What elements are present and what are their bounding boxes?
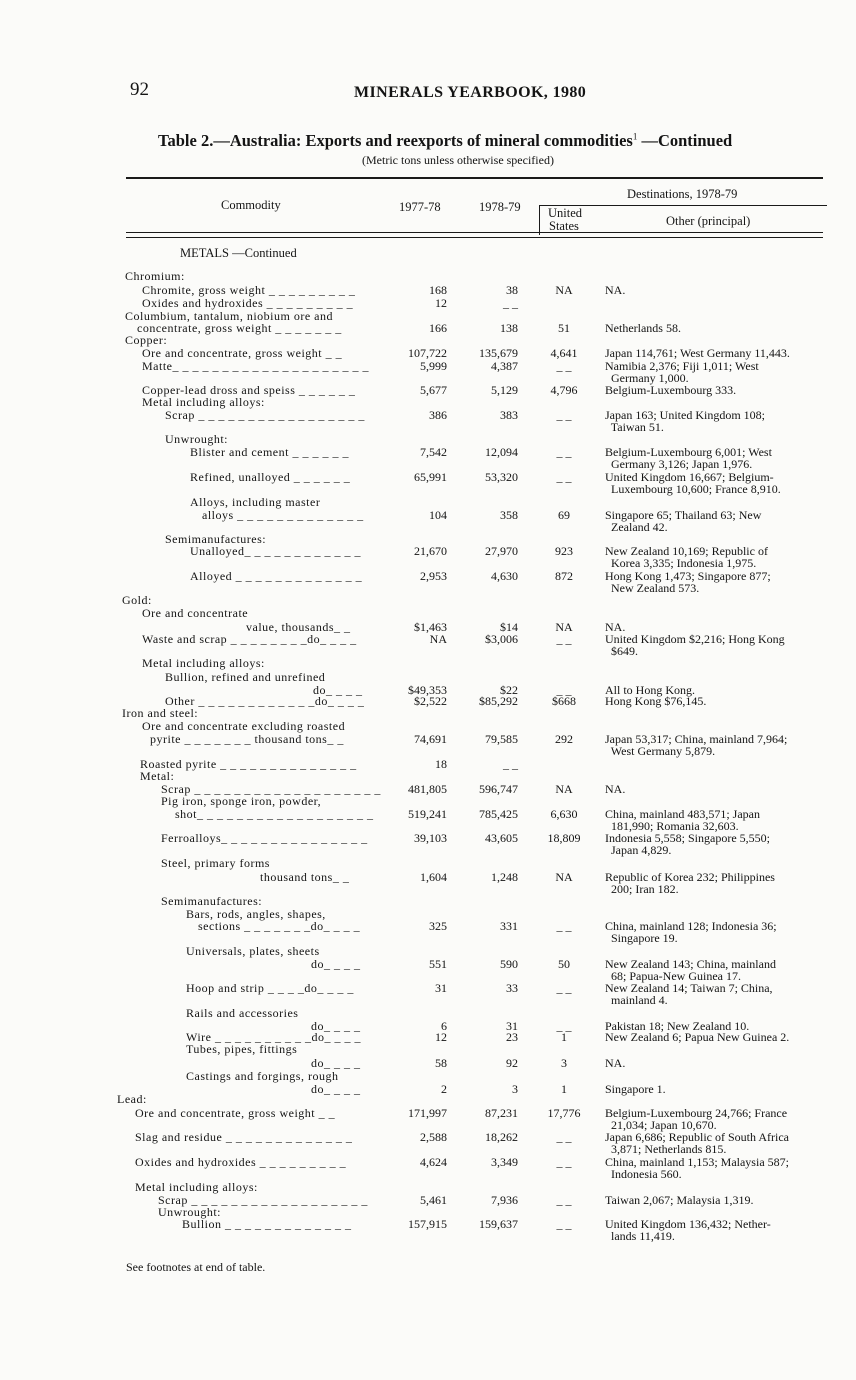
- value-united-states: 1: [561, 1030, 567, 1044]
- value-1977-78: 325: [429, 919, 447, 933]
- value-1978-79: 43,605: [485, 831, 518, 845]
- value-united-states: 50: [558, 957, 570, 971]
- commodity-label: do_ _ _ _: [313, 683, 363, 697]
- commodity-label: Matte_ _ _ _ _ _ _ _ _ _ _ _ _ _ _ _ _ _ _ _: [142, 359, 369, 373]
- value-1978-79: 383: [500, 408, 518, 422]
- commodity-label: do_ _ _ _: [311, 1019, 361, 1033]
- destinations-other: Japan 53,317; China, mainland 7,964; West Germany 5,879.: [605, 732, 788, 758]
- commodity-label: Unwrought:: [158, 1205, 221, 1219]
- destinations-other: New Zealand 10,169; Republic of Korea 3,335; Indonesia 1,975.: [605, 544, 768, 570]
- value-1977-78: 166: [429, 321, 447, 335]
- destinations-other: United Kingdom 16,667; Belgium- Luxembourg 10,600; France 8,910.: [605, 470, 781, 496]
- header-other-principal: Other (principal): [666, 214, 751, 228]
- commodity-label: Oxides and hydroxides _ _ _ _ _ _ _ _ _: [142, 296, 354, 310]
- us-column-divider: [539, 205, 540, 235]
- value-1978-79: 3,349: [491, 1155, 518, 1169]
- value-1978-79: 12,094: [485, 445, 518, 459]
- table-title-suffix: —Continued: [637, 131, 733, 150]
- footnote-reference: See footnotes at end of table.: [126, 1260, 266, 1274]
- commodity-label: pyrite _ _ _ _ _ _ _ thousand tons_ _: [150, 732, 344, 746]
- value-1977-78: $2,522: [414, 694, 447, 708]
- destinations-other: Japan 114,761; West Germany 11,443.: [605, 346, 790, 360]
- value-1978-79: _ _: [503, 296, 518, 310]
- value-united-states: _ _: [556, 408, 572, 422]
- value-1977-78: 2,953: [420, 569, 447, 583]
- commodity-label: Tubes, pipes, fittings: [186, 1042, 298, 1056]
- destinations-other: Belgium-Luxembourg 6,001; West Germany 3,126; Japan 1,976.: [605, 445, 772, 471]
- running-head: MINERALS YEARBOOK, 1980: [354, 84, 587, 101]
- commodity-label: Ore and concentrate: [142, 606, 249, 620]
- commodity-label: Scrap _ _ _ _ _ _ _ _ _ _ _ _ _ _ _ _ _: [165, 408, 365, 422]
- value-1977-78: 386: [429, 408, 447, 422]
- destinations-other: Indonesia 5,558; Singapore 5,550; Japan 4,829.: [605, 831, 770, 857]
- commodity-label: do_ _ _ _: [311, 957, 361, 971]
- value-1977-78: 5,999: [420, 359, 447, 373]
- destinations-other: All to Hong Kong.: [605, 683, 695, 697]
- destinations-other: Singapore 1.: [605, 1082, 666, 1096]
- commodity-label: Columbium, tantalum, niobium ore and: [125, 309, 333, 323]
- value-1977-78: NA: [429, 632, 447, 646]
- value-united-states: 4,796: [550, 383, 578, 397]
- value-united-states: NA: [555, 283, 573, 297]
- commodity-label: Ferroalloys_ _ _ _ _ _ _ _ _ _ _ _ _ _ _: [161, 831, 368, 845]
- commodity-label: Metal:: [140, 769, 175, 783]
- value-1977-78: 5,677: [420, 383, 447, 397]
- value-1977-78: 2: [441, 1082, 447, 1096]
- commodity-label: Blister and cement _ _ _ _ _ _: [190, 445, 349, 459]
- commodity-label: Rails and accessories: [186, 1006, 299, 1020]
- value-united-states: 872: [555, 569, 573, 583]
- value-1977-78: $49,353: [408, 683, 447, 697]
- destinations-other: NA.: [605, 283, 626, 297]
- value-1978-79: 331: [500, 919, 518, 933]
- commodity-label: concentrate, gross weight _ _ _ _ _ _ _: [137, 321, 342, 335]
- commodity-label: Wire _ _ _ _ _ _ _ _ _ _do_ _ _ _: [186, 1030, 362, 1044]
- commodity-label: do_ _ _ _: [311, 1056, 361, 1070]
- value-1978-79: 79,585: [485, 732, 518, 746]
- commodity-label: Iron and steel:: [122, 706, 199, 720]
- title-footnote-marker: 1: [632, 131, 638, 142]
- table-title: [158, 131, 732, 151]
- value-1977-78: 74,691: [414, 732, 447, 746]
- value-1978-79: 33: [506, 981, 518, 995]
- value-1978-79: 1,248: [491, 870, 518, 884]
- destinations-other: Republic of Korea 232; Philippines 200; Iran 182.: [605, 870, 775, 896]
- commodity-label: Waste and scrap _ _ _ _ _ _ _ _do_ _ _ _: [142, 632, 357, 646]
- commodity-label: alloys _ _ _ _ _ _ _ _ _ _ _ _ _: [202, 508, 364, 522]
- value-1978-79: 7,936: [491, 1193, 518, 1207]
- value-1978-79: 38: [506, 283, 518, 297]
- value-united-states: _ _: [556, 359, 572, 373]
- value-1978-79: 596,747: [479, 782, 518, 796]
- destinations-other: Japan 163; United Kingdom 108; Taiwan 51.: [605, 408, 765, 434]
- header-us-line1: United: [548, 206, 583, 220]
- commodity-label: Semimanufactures:: [165, 532, 267, 546]
- commodity-label: Metal including alloys:: [142, 656, 265, 670]
- value-1977-78: 18: [435, 757, 447, 771]
- value-1977-78: 104: [429, 508, 447, 522]
- header-1978-79: 1978-79: [479, 200, 521, 214]
- destinations-other: Belgium-Luxembourg 24,766; France 21,034; Japan 10,670.: [605, 1106, 788, 1132]
- header-top-rule: [126, 177, 823, 179]
- destinations-other: Netherlands 58.: [605, 321, 681, 335]
- header-1977-78: 1977-78: [399, 200, 441, 214]
- value-1977-78: 1,604: [420, 870, 447, 884]
- value-1977-78: 168: [429, 283, 447, 297]
- destinations-other: Japan 6,686; Republic of South Africa 3,871; Netherlands 815.: [605, 1130, 789, 1156]
- header-bottom-rule: [126, 232, 823, 233]
- destinations-other: NA.: [605, 620, 626, 634]
- destinations-other: New Zealand 143; China, mainland 68; Papua-New Guinea 17.: [605, 957, 776, 983]
- value-united-states: 1: [561, 1082, 567, 1096]
- value-1978-79: 358: [500, 508, 518, 522]
- value-united-states: _ _: [556, 632, 572, 646]
- value-united-states: _ _: [556, 981, 572, 995]
- value-united-states: 3: [561, 1056, 567, 1070]
- value-1978-79: 27,970: [485, 544, 518, 558]
- value-united-states: NA: [555, 620, 573, 634]
- commodity-label: Castings and forgings, rough: [186, 1069, 339, 1083]
- commodity-label: Unwrought:: [165, 432, 228, 446]
- value-1977-78: 551: [429, 957, 447, 971]
- destinations-other: China, mainland 483,571; Japan 181,990; Romania 32,603.: [605, 807, 760, 833]
- commodity-label: Alloyed _ _ _ _ _ _ _ _ _ _ _ _ _: [190, 569, 363, 583]
- value-united-states: _ _: [556, 1019, 572, 1033]
- table-subtitle: (Metric tons unless otherwise specified): [362, 153, 554, 167]
- commodity-label: Ore and concentrate, gross weight _ _: [135, 1106, 336, 1120]
- value-1978-79: $85,292: [479, 694, 518, 708]
- value-united-states: _ _: [556, 445, 572, 459]
- value-1978-79: 4,630: [491, 569, 518, 583]
- value-1977-78: 171,997: [408, 1106, 447, 1120]
- destinations-other: NA.: [605, 782, 626, 796]
- commodity-label: Ore and concentrate excluding roasted: [142, 719, 346, 733]
- value-1977-78: 519,241: [408, 807, 447, 821]
- value-1977-78: 31: [435, 981, 447, 995]
- commodity-label: Copper:: [125, 333, 168, 347]
- commodity-label: Alloys, including master: [190, 495, 321, 509]
- value-united-states: 69: [558, 508, 570, 522]
- commodity-label: shot_ _ _ _ _ _ _ _ _ _ _ _ _ _ _ _ _ _: [175, 807, 374, 821]
- commodity-label: Pig iron, sponge iron, powder,: [161, 794, 322, 808]
- value-1978-79: 159,637: [479, 1217, 518, 1231]
- page-number: 92: [130, 79, 149, 100]
- value-1977-78: 157,915: [408, 1217, 447, 1231]
- commodity-label: Universals, plates, sheets: [186, 944, 320, 958]
- destinations-other: Namibia 2,376; Fiji 1,011; West Germany 1,000.: [605, 359, 759, 385]
- commodity-label: Hoop and strip _ _ _ _do_ _ _ _: [186, 981, 354, 995]
- header-commodity: Commodity: [221, 198, 281, 212]
- value-united-states: 6,630: [550, 807, 578, 821]
- commodity-label: Other _ _ _ _ _ _ _ _ _ _ _ _do_ _ _ _: [165, 694, 365, 708]
- commodity-label: Bullion _ _ _ _ _ _ _ _ _ _ _ _ _: [182, 1217, 352, 1231]
- section-heading: METALS —Continued: [180, 246, 297, 260]
- value-united-states: 4,641: [550, 346, 578, 360]
- value-1977-78: 39,103: [414, 831, 447, 845]
- commodity-label: Bullion, refined and unrefined: [165, 670, 326, 684]
- destinations-other: China, mainland 1,153; Malaysia 587; Indonesia 560.: [605, 1155, 789, 1181]
- destinations-other: Belgium-Luxembourg 333.: [605, 383, 737, 397]
- commodity-label: Roasted pyrite _ _ _ _ _ _ _ _ _ _ _ _ _ _: [140, 757, 357, 771]
- commodity-label: Copper-lead dross and speiss _ _ _ _ _ _: [142, 383, 356, 397]
- value-united-states: _ _: [556, 470, 572, 484]
- value-1977-78: 21,670: [414, 544, 447, 558]
- commodity-label: Lead:: [117, 1092, 147, 1106]
- value-1978-79: $14: [500, 620, 518, 634]
- value-united-states: NA: [555, 782, 573, 796]
- commodity-label: Scrap _ _ _ _ _ _ _ _ _ _ _ _ _ _ _ _ _ _: [158, 1193, 368, 1207]
- value-1978-79: 3: [512, 1082, 518, 1096]
- commodity-label: thousand tons_ _: [260, 870, 350, 884]
- commodity-label: sections _ _ _ _ _ _ _do_ _ _ _: [198, 919, 361, 933]
- destinations-other: Singapore 65; Thailand 63; New Zealand 42.: [605, 508, 762, 534]
- value-united-states: _ _: [556, 683, 572, 697]
- destinations-other: United Kingdom 136,432; Nether- lands 11,419.: [605, 1217, 771, 1243]
- commodity-label: Gold:: [122, 593, 152, 607]
- commodity-label: Chromium:: [125, 269, 185, 283]
- value-1977-78: 2,588: [420, 1130, 447, 1144]
- destinations-other: New Zealand 14; Taiwan 7; China, mainland 4.: [605, 981, 773, 1007]
- value-1978-79: 785,425: [479, 807, 518, 821]
- destinations-other: Hong Kong $76,145.: [605, 694, 707, 708]
- value-united-states: _ _: [556, 1155, 572, 1169]
- value-1978-79: 53,320: [485, 470, 518, 484]
- value-united-states: _ _: [556, 919, 572, 933]
- value-1977-78: 4,624: [420, 1155, 447, 1169]
- value-1978-79: 4,387: [491, 359, 518, 373]
- value-1977-78: 65,991: [414, 470, 447, 484]
- value-1977-78: 12: [435, 1030, 447, 1044]
- value-1978-79: _ _: [503, 757, 518, 771]
- value-united-states: _ _: [556, 1130, 572, 1144]
- value-1977-78: 58: [435, 1056, 447, 1070]
- commodity-label: do_ _ _ _: [311, 1082, 361, 1096]
- destinations-other: Pakistan 18; New Zealand 10.: [605, 1019, 750, 1033]
- commodity-label: Oxides and hydroxides _ _ _ _ _ _ _ _ _: [135, 1155, 347, 1169]
- destinations-other: NA.: [605, 1056, 626, 1070]
- header-us-line2: States: [549, 219, 579, 233]
- destinations-other: New Zealand 6; Papua New Guinea 2.: [605, 1030, 790, 1044]
- commodity-label: Metal including alloys:: [142, 395, 265, 409]
- commodity-label: Refined, unalloyed _ _ _ _ _ _: [190, 470, 351, 484]
- value-1977-78: 12: [435, 296, 447, 310]
- destinations-other: Hong Kong 1,473; Singapore 877; New Zealand 573.: [605, 569, 771, 595]
- value-1978-79: $22: [500, 683, 518, 697]
- commodity-label: Scrap _ _ _ _ _ _ _ _ _ _ _ _ _ _ _ _ _ _ _: [161, 782, 381, 796]
- value-1978-79: 23: [506, 1030, 518, 1044]
- value-united-states: 18,809: [547, 831, 581, 845]
- destinations-rule: [539, 205, 827, 206]
- destinations-other: China, mainland 128; Indonesia 36; Singapore 19.: [605, 919, 777, 945]
- value-united-states: 923: [555, 544, 573, 558]
- commodity-label: value, thousands_ _: [246, 620, 351, 634]
- value-united-states: _ _: [556, 1217, 572, 1231]
- commodity-label: Metal including alloys:: [135, 1180, 258, 1194]
- commodity-label: Bars, rods, angles, shapes,: [186, 907, 326, 921]
- commodity-label: Ore and concentrate, gross weight _ _: [142, 346, 343, 360]
- value-1978-79: 590: [500, 957, 518, 971]
- value-1977-78: 481,805: [408, 782, 447, 796]
- value-1977-78: 5,461: [420, 1193, 447, 1207]
- value-united-states: 17,776: [547, 1106, 581, 1120]
- value-united-states: 292: [555, 732, 573, 746]
- commodity-label: Steel, primary forms: [161, 856, 270, 870]
- commodity-label: Chromite, gross weight _ _ _ _ _ _ _ _ _: [142, 283, 356, 297]
- commodity-label: Unalloyed_ _ _ _ _ _ _ _ _ _ _ _: [190, 544, 361, 558]
- value-1978-79: 135,679: [479, 346, 518, 360]
- value-1978-79: 5,129: [491, 383, 518, 397]
- value-1978-79: 31: [506, 1019, 518, 1033]
- value-1977-78: $1,463: [414, 620, 447, 634]
- header-destinations: Destinations, 1978-79: [627, 187, 738, 201]
- value-1978-79: $3,006: [485, 632, 518, 646]
- destinations-other: Taiwan 2,067; Malaysia 1,319.: [605, 1193, 754, 1207]
- table-title-text: Table 2.—Australia: Exports and reexports of mineral commodities: [158, 131, 633, 150]
- value-1977-78: 6: [441, 1019, 447, 1033]
- value-1977-78: 107,722: [408, 346, 447, 360]
- value-united-states: $668: [552, 694, 576, 708]
- value-1978-79: 138: [500, 321, 518, 335]
- commodity-label: Slag and residue _ _ _ _ _ _ _ _ _ _ _ _ _: [135, 1130, 353, 1144]
- value-1978-79: 18,262: [485, 1130, 518, 1144]
- header-bottom-rule-2: [126, 237, 823, 238]
- value-1978-79: 92: [506, 1056, 518, 1070]
- value-united-states: NA: [555, 870, 573, 884]
- commodity-label: Semimanufactures:: [161, 894, 263, 908]
- value-united-states: _ _: [556, 1193, 572, 1207]
- value-1977-78: 7,542: [420, 445, 447, 459]
- destinations-other: United Kingdom $2,216; Hong Kong $649.: [605, 632, 785, 658]
- value-united-states: 51: [558, 321, 570, 335]
- value-1978-79: 87,231: [485, 1106, 518, 1120]
